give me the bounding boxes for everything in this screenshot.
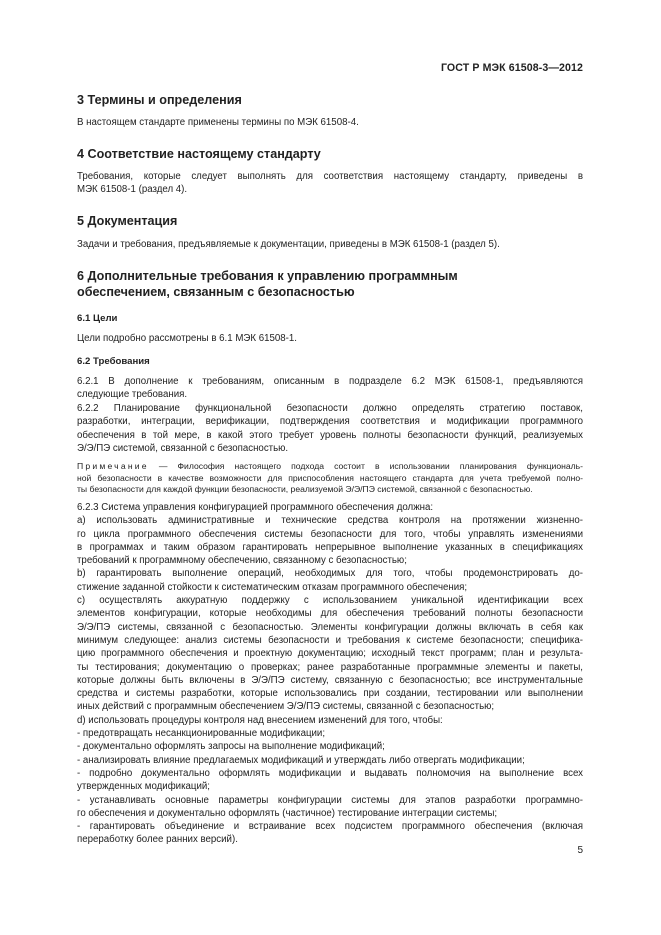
paragraph-6-2-1: 6.2.1 В дополнение к требованиям, описанным в подразделе 6.2 МЭК 61508-1, предъявляются следующие требования. — [77, 376, 583, 401]
note-label: Примечание — [77, 461, 149, 471]
note-first-line: Примечание — Философия настоящего подхода состоит в использовании планирования функциональ- — [77, 461, 583, 471]
document-header: ГОСТ Р МЭК 61508-3—2012 — [440, 62, 583, 74]
section-6-title: 6 Дополнительные требования к управлению программным обеспечением, связанным с безопасностью — [77, 269, 458, 299]
section-4-title: 4 Соответствие настоящему стандарту — [77, 147, 321, 161]
section-6-1-text: Цели подробно рассмотрены в 6.1 МЭК 61508-1. — [77, 333, 297, 344]
section-5-title: 5 Документация — [77, 214, 178, 228]
section-4-text: Требования, которые следует выполнять для соответствия настоящему стандарту, приведены в МЭК 61508-1 (раздел 4). — [77, 171, 583, 196]
section-3-text: В настоящем стандарте применены термины по МЭК 61508-4. — [77, 117, 359, 128]
page-number: 5 — [577, 845, 583, 856]
section-6-2-title: 6.2 Требования — [77, 356, 150, 367]
section-5-text: Задачи и требования, предъявляемые к документации, приведены в МЭК 61508-1 (раздел 5). — [77, 239, 500, 250]
paragraph-6-2-3: 6.2.3 Система управления конфигурацией программного обеспечения должна: а) использовать административные и технические средства контроля на протяжении жизненно- го цикла программного обеспечения системы безопасности для того, чтобы управлять изменениями в программах и таким образом гарантировать непрерывное выполнение указанных в спецификациях требований к программному обеспечению, связанному с безопасностью; b) гарантировать выполнение операций, необходимых для того, чтобы продемонстрировать до- стижение заданной стойкости к систематическим отказам программного обеспечения; c) осуществлять аккуратную поддержку с использованием уникальной идентификации всех элементов конфигурации, которые необходимы для обеспечения требований полноты безопасности Э/Э/ПЭ системы, связанной с безопасностью. Элементы конфигурации должны включать в себя как минимум следующее: анализ системы безопасности и требования к системе безопасности; специфика- цию программного обеспечения и проектную документацию; исходный текст программ; план и результа- ты тестирования; документацию о проверках; ранее разработанные программные элементы и пакеты, которые должны быть включены в Э/Э/ПЭ систему, связанную с безопасностью; все инструментальные средства и системы разработки, которые использовались при создании, тестировании или выполнении иных действий с программным обеспечением Э/Э/ПЭ системы, связанной с безопасностью; d) использовать процедуры контроля над внесением изменений для того, чтобы: - предотвращать несанкционированные модификации; - документально оформлять запросы на выполнение модификаций; - анализировать влияние предлагаемых модификаций и утверждать либо отвергать модификации; - подробно документально оформлять модификации и выдавать полномочия на выполнение всех утвержденных модификаций; - устанавливать основные параметры конфигурации системы для этапов разработки программно- го обеспечения и документально оформлять (частичное) тестирование интеграции системы; - гарантировать объединение и встраивание всех подсистем программного обеспечения (включая переработку более ранних версий). — [77, 502, 583, 846]
section-3-title: 3 Термины и определения — [77, 93, 242, 107]
note-block: Примечание — Философия настоящего подхода состоит в использовании планирования функциональ- ной безопасности в качестве возможности для приспособления настоящего стандарта для учета требуемой полно- ты безопасности для каждой функции безопасности, реализуемой Э/Э/ПЭ системой, связанной с безопасностью. — [77, 461, 583, 495]
paragraph-6-2-2: 6.2.2 Планирование функциональной безопасности должно определять стратегию поставок, разработки, интеграции, верификации, подтверждения соответствия и модификации программного обеспечения в той мере, в какой этого требует уровень полноты безопасности функций, реализуемых Э/Э/ПЭ системой, связанной с безопасностью. — [77, 403, 583, 454]
section-6-1-title: 6.1 Цели — [77, 313, 118, 324]
